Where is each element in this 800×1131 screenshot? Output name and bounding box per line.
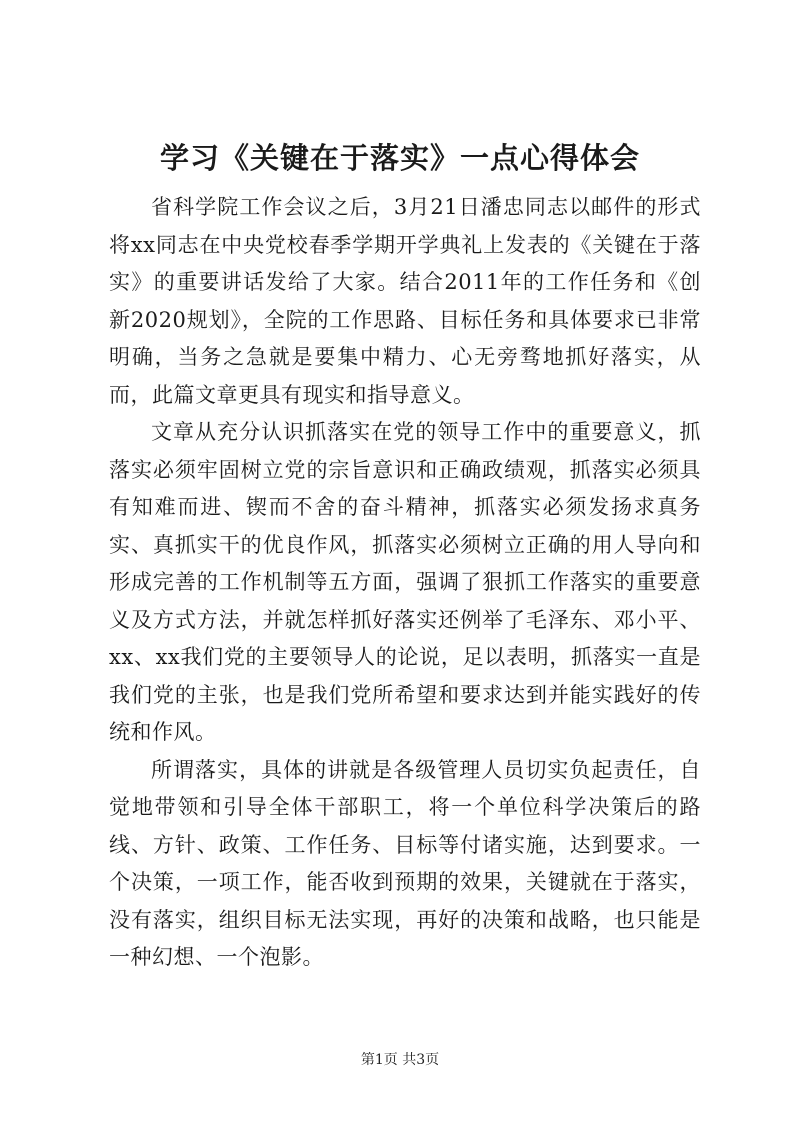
document-body	[109, 189, 701, 977]
document-title: 学习《关键在于落实》一点心得体会	[159, 141, 640, 175]
paragraph-1: 省科学院工作会议之后，3月21日潘忠同志以邮件的形式将xx同志在中央党校春季学期开学典礼上发表的《关键在于落实》的重要讲话发给了大家。结合2011年的工作任务和《创新2020规划》，全院的工作思路、目标任务和具体要求已非常明确，当务之急就是要集中精力、心无旁骛地抓好落实，从而，此篇文章更具有现实和指导意义。	[109, 195, 701, 407]
paragraph-3: 所谓落实，具体的讲就是各级管理人员切实负起责任，自觉地带领和引导全体干部职工，将一个单位科学决策后的路线、方针、政策、工作任务、目标等付诸实施，达到要求。一个决策，一项工作，能否收到预期的效果，关键就在于落实，没有落实，组织目标无法实现，再好的决策和战略，也只能是一种幻想、一个泡影。	[109, 757, 701, 969]
paragraph-2: 文章从充分认识抓落实在党的领导工作中的重要意义，抓落实必须牢固树立党的宗旨意识和正确政绩观，抓落实必须具有知难而进、锲而不舍的奋斗精神，抓落实必须发扬求真务实、真抓实干的优良作风，抓落实必须树立正确的用人导向和形成完善的工作机制等五方面，强调了狠抓工作落实的重要意义及方式方法，并就怎样抓好落实还例举了毛泽东、邓小平、xx、xx我们党的主要领导人的论说，足以表明，抓落实一直是我们党的主张，也是我们党所希望和要求达到并能实践好的传统和作风。	[109, 420, 701, 744]
page-number-footer: 第1页 共3页	[360, 1052, 440, 1068]
